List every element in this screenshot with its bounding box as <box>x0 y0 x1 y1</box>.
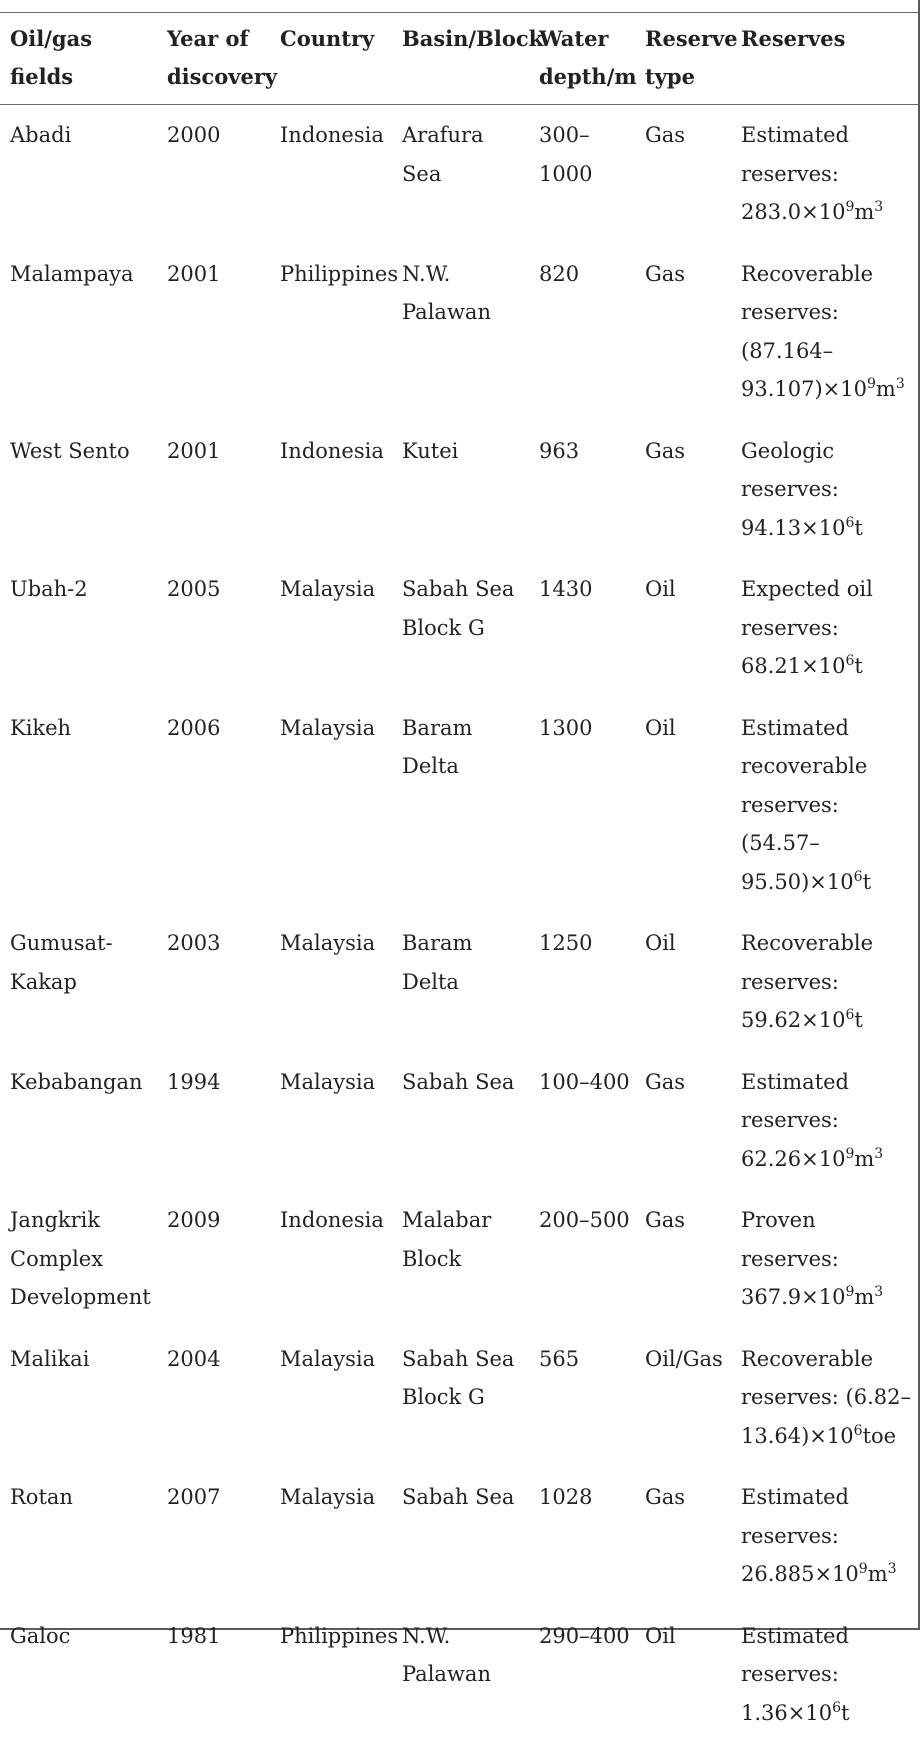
reserves-text: Geologic <box>741 439 834 463</box>
cell-country: Malaysia <box>270 1328 392 1467</box>
cell-country: Malaysia <box>270 1051 392 1190</box>
water-depth-line: 300– <box>539 123 590 147</box>
cell-water-depth <box>529 1189 635 1328</box>
reserves-text: toe <box>863 1424 897 1448</box>
cell-year: 2001 <box>157 420 270 559</box>
cell-year: 2005 <box>157 558 270 697</box>
cell-reserve-type: Oil/Gas <box>635 1328 731 1467</box>
reserves-text: 283.0×10 <box>741 200 845 224</box>
reserves-text: 95.50)×10 <box>741 870 854 894</box>
cell-reserves <box>731 420 918 559</box>
cell-country: Malaysia <box>270 697 392 913</box>
reserves-exponent: 9 <box>845 1146 854 1162</box>
reserves-text: 13.64)×10 <box>741 1424 854 1448</box>
reserves-text: Estimated <box>741 1485 849 1509</box>
table-body <box>0 105 918 1743</box>
reserves-text: t <box>854 1008 862 1032</box>
reserves-exponent: 6 <box>845 515 854 531</box>
field-name-line: Complex <box>10 1247 103 1271</box>
reserves-exponent: 9 <box>845 1284 854 1300</box>
water-depth-line: 1300 <box>539 716 592 740</box>
cell-water-depth <box>529 912 635 1051</box>
basin-block-line: Palawan <box>402 300 491 324</box>
reserves-text: reserves: (54.57– <box>741 793 839 856</box>
reserves-text: recoverable <box>741 754 867 778</box>
cell-basin-block <box>392 1605 529 1743</box>
header-line: Oil/gas fields <box>10 26 92 89</box>
reserves-text: t <box>854 654 862 678</box>
basin-block-line: Baram Delta <box>402 931 472 994</box>
reserves-exponent: 3 <box>874 1284 883 1300</box>
reserves-exponent: 9 <box>845 199 854 215</box>
cell-reserve-type: Gas <box>635 105 731 243</box>
cell-reserve-type: Gas <box>635 1466 731 1605</box>
field-name-line: Ubah-2 <box>10 577 88 601</box>
cell-field-name <box>0 105 157 243</box>
reserves-text: Recoverable <box>741 1347 873 1371</box>
reserves-text: m <box>854 1285 874 1309</box>
reserves-text: Estimated <box>741 1624 849 1648</box>
cell-field-name <box>0 912 157 1051</box>
reserves-text: m <box>854 1147 874 1171</box>
cell-year: 2000 <box>157 105 270 243</box>
header-line: Water <box>539 26 609 51</box>
table-row <box>0 105 918 243</box>
reserves-exponent: 9 <box>867 376 876 392</box>
table-row <box>0 1051 918 1190</box>
cell-field-name <box>0 1051 157 1190</box>
cell-field-name <box>0 1466 157 1605</box>
field-name-line: Malikai <box>10 1347 89 1371</box>
reserves-text: Estimated <box>741 716 849 740</box>
cell-field-name <box>0 420 157 559</box>
basin-block-line: Sabah Sea <box>402 1347 514 1371</box>
field-name-line: Rotan <box>10 1485 73 1509</box>
cell-year: 2004 <box>157 1328 270 1467</box>
header-line: type <box>645 64 695 89</box>
basin-block-line: Malabar <box>402 1208 491 1232</box>
cell-reserves <box>731 558 918 697</box>
cell-water-depth <box>529 1466 635 1605</box>
cell-reserves <box>731 697 918 913</box>
cell-basin-block <box>392 697 529 913</box>
table-row <box>0 1605 918 1743</box>
cell-field-name <box>0 697 157 913</box>
reserves-text: 94.13×10 <box>741 516 845 540</box>
header-row <box>0 13 918 105</box>
reserves-text: reserves: <box>741 1662 839 1686</box>
oil-gas-fields-table <box>0 12 918 1743</box>
cell-basin-block <box>392 1189 529 1328</box>
cell-water-depth <box>529 420 635 559</box>
header-line: Year of <box>167 26 249 51</box>
reserves-text: Recoverable <box>741 262 873 286</box>
cell-reserve-type: Oil <box>635 1605 731 1743</box>
water-depth-line: 820 <box>539 262 579 286</box>
basin-block-line: Kutei <box>402 439 458 463</box>
reserves-exponent: 6 <box>845 653 854 669</box>
cell-year: 2009 <box>157 1189 270 1328</box>
reserves-text: (87.164– <box>741 339 833 363</box>
reserves-text: t <box>854 516 862 540</box>
reserves-text: reserves: <box>741 1524 839 1548</box>
cell-reserve-type: Oil <box>635 912 731 1051</box>
water-depth-line: 565 <box>539 1347 579 1371</box>
cell-basin-block <box>392 558 529 697</box>
header-oil-gas-fields <box>0 13 157 105</box>
reserves-text: reserves: <box>741 162 839 186</box>
cell-water-depth <box>529 1051 635 1190</box>
field-name-line: Gumusat- <box>10 931 113 955</box>
cell-reserve-type: Gas <box>635 420 731 559</box>
cell-field-name <box>0 1605 157 1743</box>
header-line: Reserve <box>645 26 738 51</box>
reserves-exponent: 9 <box>859 1561 868 1577</box>
reserves-text: 1.36×10 <box>741 1701 832 1725</box>
cell-water-depth <box>529 558 635 697</box>
header-reserve-type <box>635 13 731 105</box>
table-row <box>0 420 918 559</box>
cell-basin-block <box>392 420 529 559</box>
cell-water-depth <box>529 697 635 913</box>
table-row <box>0 697 918 913</box>
table-row <box>0 912 918 1051</box>
reserves-text: reserves: <box>741 477 839 501</box>
cell-year: 1981 <box>157 1605 270 1743</box>
header-line: discovery <box>167 64 277 89</box>
header-line: depth/m <box>539 64 637 89</box>
cell-country: Indonesia <box>270 1189 392 1328</box>
basin-block-line: Baram Delta <box>402 716 472 779</box>
reserves-text: m <box>876 377 896 401</box>
water-depth-line: 200–500 <box>539 1208 630 1232</box>
cell-reserve-type: Gas <box>635 1189 731 1328</box>
cell-year: 2006 <box>157 697 270 913</box>
cell-country: Philippines <box>270 243 392 420</box>
field-name-line: Jangkrik <box>10 1208 100 1232</box>
cell-reserves <box>731 1605 918 1743</box>
header-reserves <box>731 13 918 105</box>
cell-country: Indonesia <box>270 420 392 559</box>
basin-block-line: Sabah Sea <box>402 1485 514 1509</box>
header-basin-block <box>392 13 529 105</box>
cell-basin-block <box>392 912 529 1051</box>
reserves-text: Recoverable <box>741 931 873 955</box>
basin-block-line: Sabah Sea <box>402 577 514 601</box>
basin-block-line: Block G <box>402 1385 485 1409</box>
cell-field-name <box>0 243 157 420</box>
table-row <box>0 243 918 420</box>
header-country <box>270 13 392 105</box>
water-depth-line: 290–400 <box>539 1624 630 1648</box>
cell-reserves <box>731 1051 918 1190</box>
reserves-text: m <box>854 200 874 224</box>
cell-year: 2001 <box>157 243 270 420</box>
basin-block-line: Palawan <box>402 1662 491 1686</box>
reserves-text: 367.9×10 <box>741 1285 845 1309</box>
field-name-line: Galoc <box>10 1624 70 1648</box>
reserves-exponent: 6 <box>854 1423 863 1439</box>
reserves-text: reserves: <box>741 1108 839 1132</box>
cell-country: Indonesia <box>270 105 392 243</box>
reserves-exponent: 6 <box>854 869 863 885</box>
reserves-text: reserves: <box>741 300 839 324</box>
reserves-text: 62.26×10 <box>741 1147 845 1171</box>
cell-year: 2007 <box>157 1466 270 1605</box>
cell-year: 2003 <box>157 912 270 1051</box>
water-depth-line: 100–400 <box>539 1070 630 1094</box>
cell-country: Malaysia <box>270 558 392 697</box>
reserves-exponent: 3 <box>888 1561 897 1577</box>
field-name-line: Malampaya <box>10 262 134 286</box>
reserves-text: 26.885×10 <box>741 1562 859 1586</box>
basin-block-line: N.W. <box>402 262 450 286</box>
cell-field-name <box>0 1328 157 1467</box>
basin-block-line: Block <box>402 1247 461 1271</box>
cell-water-depth <box>529 243 635 420</box>
water-depth-line: 1000 <box>539 162 592 186</box>
cell-reserves <box>731 1328 918 1467</box>
table-row <box>0 1328 918 1467</box>
basin-block-line: N.W. <box>402 1624 450 1648</box>
table-row <box>0 558 918 697</box>
cell-basin-block <box>392 1466 529 1605</box>
basin-block-line: Block G <box>402 616 485 640</box>
reserves-exponent: 6 <box>832 1700 841 1716</box>
reserves-exponent: 6 <box>845 1007 854 1023</box>
header-line: Reserves <box>741 26 845 51</box>
field-name-line: Development <box>10 1285 151 1309</box>
water-depth-line: 963 <box>539 439 579 463</box>
cell-year: 1994 <box>157 1051 270 1190</box>
cell-reserves <box>731 1466 918 1605</box>
header-line: Country <box>280 26 374 51</box>
reserves-text: 68.21×10 <box>741 654 845 678</box>
cell-field-name <box>0 1189 157 1328</box>
cell-water-depth <box>529 105 635 243</box>
table-row <box>0 1466 918 1605</box>
field-name-line: Kebabangan <box>10 1070 143 1094</box>
cell-country: Malaysia <box>270 1466 392 1605</box>
reserves-exponent: 3 <box>896 376 905 392</box>
cell-reserve-type: Oil <box>635 558 731 697</box>
reserves-text: Proven reserves: <box>741 1208 839 1271</box>
cell-field-name <box>0 558 157 697</box>
reserves-text: 59.62×10 <box>741 1008 845 1032</box>
cell-basin-block <box>392 105 529 243</box>
cell-reserves <box>731 1189 918 1328</box>
reserves-text: 93.107)×10 <box>741 377 867 401</box>
water-depth-line: 1028 <box>539 1485 592 1509</box>
cell-reserves <box>731 105 918 243</box>
reserves-text: reserves: <box>741 970 839 994</box>
water-depth-line: 1430 <box>539 577 592 601</box>
cell-water-depth <box>529 1605 635 1743</box>
cell-reserve-type: Gas <box>635 243 731 420</box>
reserves-text: t <box>841 1701 849 1725</box>
cell-country: Philippines <box>270 1605 392 1743</box>
cell-reserves <box>731 243 918 420</box>
reserves-text: t <box>863 870 871 894</box>
field-name-line: Kakap <box>10 970 77 994</box>
field-name-line: Kikeh <box>10 716 71 740</box>
water-depth-line: 1250 <box>539 931 592 955</box>
cell-basin-block <box>392 1051 529 1190</box>
reserves-text: Estimated <box>741 123 849 147</box>
header-water-depth <box>529 13 635 105</box>
reserves-text: reserves: (6.82– <box>741 1385 911 1409</box>
cell-reserve-type: Oil <box>635 697 731 913</box>
field-name-line: West Sento <box>10 439 130 463</box>
basin-block-line: Sabah Sea <box>402 1070 514 1094</box>
reserves-text: m <box>868 1562 888 1586</box>
cell-reserves <box>731 912 918 1051</box>
reserves-text: Expected oil <box>741 577 873 601</box>
reserves-text: Estimated <box>741 1070 849 1094</box>
header-line: Basin/Block <box>402 26 543 51</box>
reserves-exponent: 3 <box>874 1146 883 1162</box>
table-row <box>0 1189 918 1328</box>
cell-country: Malaysia <box>270 912 392 1051</box>
cell-basin-block <box>392 243 529 420</box>
reserves-text: reserves: <box>741 616 839 640</box>
reserves-exponent: 3 <box>874 199 883 215</box>
cell-basin-block <box>392 1328 529 1467</box>
basin-block-line: Arafura Sea <box>402 123 484 186</box>
cell-water-depth <box>529 1328 635 1467</box>
table-header <box>0 13 918 105</box>
field-name-line: Abadi <box>10 123 71 147</box>
header-year-of-discovery <box>157 13 270 105</box>
cell-reserve-type: Gas <box>635 1051 731 1190</box>
